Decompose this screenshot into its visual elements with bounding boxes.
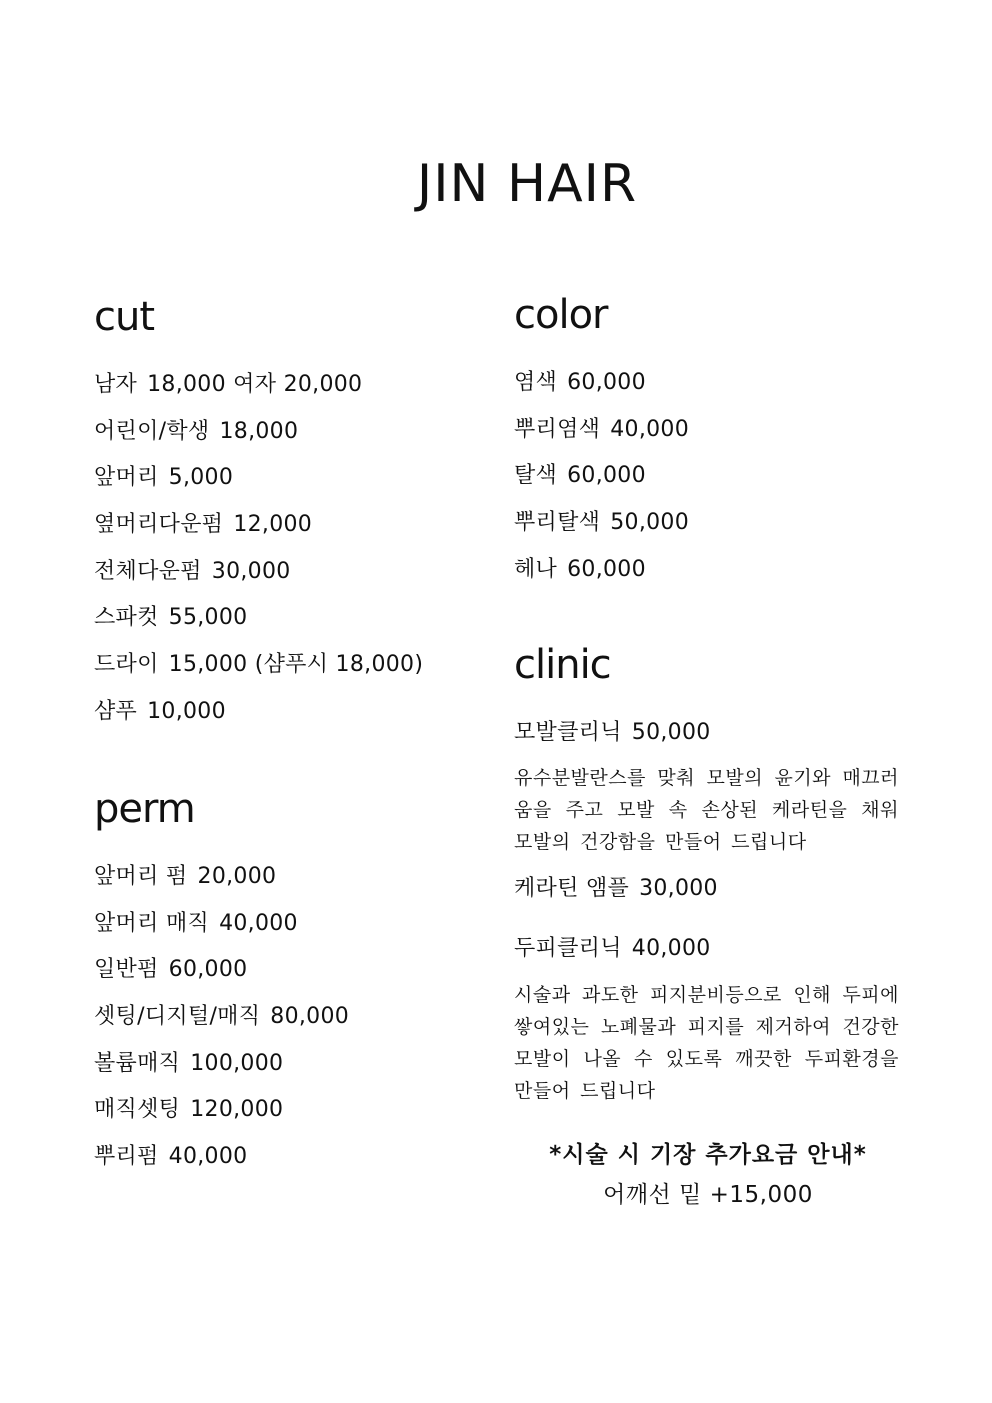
service-name: 탈색: [514, 463, 558, 489]
list-item: [514, 368, 689, 415]
service-name: 염색: [514, 370, 558, 395]
list-item: [514, 555, 689, 602]
list-item: [94, 862, 349, 909]
service-name: 샴푸: [94, 698, 138, 724]
service-name: 드라이: [94, 652, 159, 678]
perm-price-list: [94, 862, 349, 1189]
perm-heading: perm: [94, 786, 195, 832]
list-item: [94, 955, 349, 1002]
list-item: [514, 508, 689, 555]
service-price: 55,000: [168, 605, 248, 631]
color-price-list: [514, 368, 689, 601]
list-item: [514, 415, 689, 462]
service-price: 40,000: [631, 936, 711, 961]
service-name: 헤나: [514, 556, 558, 582]
list-item: [94, 909, 349, 956]
service-price: 20,000: [197, 864, 277, 889]
service-name: 앞머리: [94, 465, 159, 491]
service-name: 일반펌: [94, 957, 159, 983]
color-heading: color: [514, 292, 608, 338]
list-item: [94, 1142, 349, 1189]
service-name: 옆머리다운펌: [94, 512, 224, 538]
service-price: 60,000: [567, 556, 646, 582]
shop-title: JIN HAIR: [416, 154, 638, 214]
scalp-clinic-description: 시술과 과도한 피지분비등으로 인해 두피에 쌓여있는 노폐물과 피지를 제거하여 건강한 모발이 나올 수 있도록 깨끗한 두피환경을 만들어 드립니다: [514, 984, 899, 1102]
list-item: [94, 557, 423, 604]
list-item: [94, 1002, 349, 1049]
service-name: 뿌리펌: [94, 1144, 159, 1170]
service-price: 40,000: [610, 416, 689, 442]
service-price: 50,000: [631, 720, 711, 745]
list-item: [514, 461, 689, 508]
service-name: 전체다운펌: [94, 558, 202, 584]
service-name: 앞머리 펌: [94, 864, 188, 889]
hair-clinic-description: 유수분발란스를 맞춰 모발의 윤기와 매끄러움을 주고 모발 속 손상된 케라틴을 채워 모발의 건강함을 만들어 드립니다: [514, 767, 899, 853]
service-name: 어린이/학생: [94, 418, 210, 444]
service-price: 18,000: [219, 418, 299, 444]
service-price: 30,000: [211, 558, 291, 584]
service-name: 모발클리닉: [514, 720, 622, 745]
keratin-ampoule-item: [514, 874, 718, 904]
length-surcharge-title: *시술 시 기장 추가요금 안내*: [549, 1142, 867, 1168]
service-price: 12,000: [233, 512, 313, 538]
hair-clinic-item: [514, 718, 711, 748]
service-price: 80,000: [270, 1004, 350, 1030]
service-price: 60,000: [567, 370, 646, 395]
service-name: 매직셋팅: [94, 1097, 181, 1123]
service-price: 120,000: [190, 1097, 284, 1123]
length-surcharge-detail: 어깨선 밑 +15,000: [603, 1182, 813, 1208]
scalp-clinic-item: [514, 934, 711, 964]
service-price: 40,000: [168, 1144, 248, 1170]
list-item: [94, 417, 423, 464]
list-item: [94, 697, 423, 744]
service-name: 뿌리염색: [514, 416, 601, 442]
list-item: [94, 510, 423, 557]
service-name: 남자: [94, 372, 138, 397]
service-price: 50,000: [610, 510, 689, 536]
service-name: 앞머리 매직: [94, 910, 210, 936]
service-price: 10,000: [147, 698, 226, 724]
cut-heading: cut: [94, 294, 155, 340]
service-name: 셋팅/디지털/매직: [94, 1004, 261, 1030]
service-price: 18,000 여자 20,000: [147, 372, 363, 397]
service-price: 40,000: [219, 910, 298, 936]
list-item: [94, 463, 423, 510]
service-price: 100,000: [190, 1050, 284, 1076]
cut-price-list: [94, 370, 423, 744]
service-name: 볼륨매직: [94, 1050, 181, 1076]
service-price: 5,000: [168, 465, 234, 491]
service-name: 케라틴 앰플: [514, 876, 630, 901]
service-name: 뿌리탈색: [514, 510, 601, 536]
list-item: [94, 370, 423, 417]
service-name: 두피클리닉: [514, 936, 622, 961]
service-price: 60,000: [567, 463, 646, 489]
service-price: 30,000: [639, 876, 718, 901]
service-price: 60,000: [168, 957, 248, 983]
list-item: [94, 603, 423, 650]
service-price: 15,000 (샴푸시 18,000): [168, 652, 424, 678]
list-item: [94, 650, 423, 697]
list-item: [94, 1049, 349, 1096]
service-name: 스파컷: [94, 605, 159, 631]
clinic-heading: clinic: [514, 642, 611, 688]
list-item: [94, 1095, 349, 1142]
